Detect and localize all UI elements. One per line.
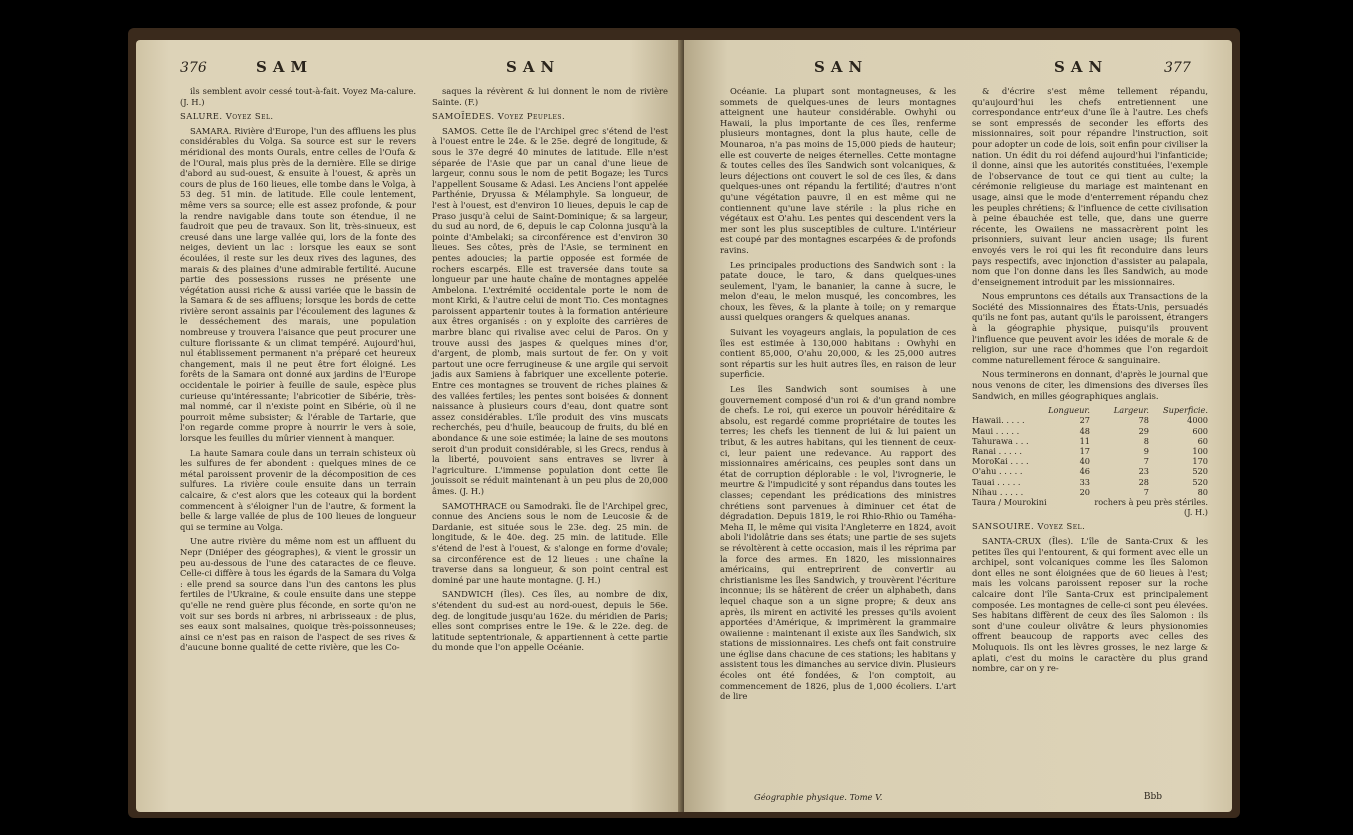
- paragraph: SAMARA. Rivière d'Europe, l'un des affluens les plus considérables du Volga. Sa source est sur le revers méridional des monts Ourals, entre celles de l'Oufa & de l'Oural, mais plus près de la dernière. Elle se dirige d'abord au sud-ouest, & ensuite à l'ouest, & après un cours de plus de 160 lieues, elle tombe dans le Volga, à 53 deg. 51 min. de latitude. Elle coule lentement, même vers sa source; elle est assez profonde, & pour la rendre navigable dans toute son étendue, il ne faudroit que peu de travaux. Son lit, très-sinueux, est creusé dans une large vallée qui, lors de la fonte des neiges, devient un lac : lorsque les eaux se sont écoulées, il reste sur les deux rives des lagunes, des marais & des plaines d'une admirable fertilité. Aucune partie des possessions russes ne présente une végétation aussi riche & aussi variée que le bassin de la Samara & de ses affluens; lorsque les bords de cette rivière seront assainis par l'écoulement des lagunes & le desséchement des marais, une population nombreuse y trouvera l'aisance que peut procurer une culture florissante & un climat tempéré. Aujourd'hui, nul établissement permanent n'a préparé cet heureux changement, mais il ne peut être fort éloigné. Les forêts de la Samara ont donné aux jardins de l'Europe occidentale le poirier à feuille de saule, espèce plus curieuse qu'intéressante; l'abricotier de Sibérie, très-mal nommé, car il n'existe point en Sibérie, où il ne pourroit même subsister; & l'érable de Tartarie, que l'on regarde comme propre à nourrir le vers à soie, lorsque les feuilles du mûrier viennent à manquer.: [180, 125, 416, 443]
- running-head-left-a: SAM: [256, 58, 314, 76]
- table-cell: 29: [1138, 425, 1149, 436]
- table-cell: 23: [1138, 466, 1149, 477]
- table-row: [972, 405, 1208, 415]
- paragraph: SANDWICH (Îles). Ces îles, au nombre de dix, s'étendent du sud-est au nord-ouest, depuis le 56e. deg. de longitude jusqu'au 162e. du méridien de Paris; elles sont comprises entre le 19e. & le 22e. deg. de latitude septentrionale, & appartiennent à cette partie du monde que l'on appelle Océanie.: [432, 589, 668, 653]
- paragraph: SAMOÏEDES. Voyez Peuples.: [432, 111, 566, 122]
- paragraph: Nous empruntons ces détails aux Transactions de la Société des Missionnaires des États-Unis, persuadés qu'ils ne font pas, autant qu'ils le paroissent, étrangers à la géographie physique, puisqu'ils prouvent l'influence que peuvent avoir les idées de morale & de religion, sur une race d'hommes que l'on regardoit comme naturellement féroce & sanguinaire.: [972, 291, 1208, 365]
- table-cell: 100: [1192, 446, 1208, 457]
- table-cell: 28: [1138, 476, 1149, 487]
- paragraph: SAMOS. Cette île de l'Archipel grec s'étend de l'est à l'ouest entre le 24e. & le 25e. degré de longitude, & sous le 37e degré 40 minutes de latitude. Elle n'est séparée de l'Asie que par un canal d'une lieue de largeur, connu sous le nom de petit Bogaze; les Turcs l'appellent Sousame & Adasi. Les Anciens l'ont appelée Parthénie, Dryussa & Mélamphyle. Sa longueur, de l'est à l'ouest, est d'environ 10 lieues, depuis le cap de Praso jusqu'à celui de Saint-Dominique; & sa largeur, du sud au nord, de 6, depuis le cap Colonna jusqu'à la pointe d'Ambelaki; sa circonférence est d'environ 30 lieues. Ses côtes, près de l'Asie, se terminent en pentes adoucies; la partie opposée est formée de rochers escarpés. Elle est traversée dans toute sa longueur par une haute chaîne de montagnes appelée Ambelona. L'extrémité occidentale porte le nom de mont Kirki, & l'autre celui de mont Tio. Ces montagnes paroissent appartenir toutes à la formation antérieure aux êtres organisés : on y exploite des carrières de marbre blanc qui rivalise avec celui de Paros. On y trouve aussi des jaspes & quelques mines d'or, d'argent, de plomb, mais surtout de fer. On y voit partout une ocre ferrugineuse & une argile qui servoit jadis aux Samiens à fabriquer une excellente poterie. Entre ces montagnes se trouvent de riches plaines & des vallées fertiles; les pentes sont boisées & donnent naissance à plusieurs cours d'eau, dont quatre sont assez considérables. L'île produit des vins muscats recherchés, peu d'huile, beaucoup de fruits, du blé en abondance & une soie estimée; la laine de ses moutons seroit d'un produit considérable, si les Grecs, rendus à la liberté, pouvoient sans entraves se livrer à l'agriculture. L'immense population dont cette île jouissoit se réduit maintenant à un peu plus de 20,000 âmes. (J. H.): [432, 125, 668, 496]
- paragraph: La haute Samara coule dans un terrain schisteux où les sulfures de fer abondent : quelques mines de ce métal paroissent provenir de la décomposition de ces sulfures. La rivière coule ensuite dans un terrain calcaire, & c'est alors que les coteaux qui la bordent commencent à s'éloigner l'un de l'autre, & forment la belle & large vallée de plus de 100 lieues de longueur qui se termine au Volga.: [180, 447, 416, 532]
- paragraph: SAMOTHRACE ou Samodraki. Île de l'Archipel grec, connue des Anciens sous le nom de Leucosie & de Dardanie, est située sous le 23e. deg. 25 min. de longitude, & le 40e. deg. 25 min. de latitude. Elle s'étend de l'est à l'ouest, & s'alonge en forme d'ovale; sa circonférence est de 12 lieues : une chaîne la traverse dans sa longueur, & son point central est dominé par une haute montagne. (J. H.): [432, 500, 668, 585]
- footnote-names: Taura / Mourokini: [972, 497, 1047, 508]
- paragraph: saques la révèrent & lui donnent le nom de rivière Sainte. (F.): [432, 86, 668, 107]
- table-cell: 33: [1079, 476, 1090, 487]
- table-row: [972, 415, 1208, 425]
- table-row: [972, 477, 1208, 487]
- page-number-left: 376: [180, 60, 207, 76]
- table-cell: 40: [1079, 456, 1090, 467]
- table-cell: Ranai . . . . .: [972, 446, 1023, 457]
- paragraph: Nous terminerons en donnant, d'après le journal que nous venons de citer, les dimensions des diverses îles Sandwich, en milles géographiques anglais.: [972, 369, 1208, 401]
- table-cell: O'ahu . . . . .: [972, 466, 1023, 477]
- page-footer: Géographie physique. Tome V.: [754, 792, 883, 802]
- table-cell: Superficie.: [1163, 405, 1208, 416]
- running-head-right-b: SAN: [1054, 58, 1109, 76]
- table-cell: 4000: [1187, 415, 1208, 426]
- table-row: [972, 436, 1208, 446]
- table-cell: 27: [1079, 415, 1090, 426]
- paragraph: ils semblent avoir cessé tout-à-fait. Voyez Ma-calure. (J. H.): [180, 86, 416, 107]
- table-cell: 78: [1138, 415, 1149, 426]
- table-cell: 600: [1192, 425, 1208, 436]
- signature-mark: Bbb: [1143, 792, 1162, 802]
- table-cell: 46: [1079, 466, 1090, 477]
- running-head-left-b: SAN: [506, 58, 561, 76]
- paragraph: Les îles Sandwich sont soumises à une gouvernement composé d'un roi & d'un grand nombre de chefs. Le roi, qui exerce un pouvoir héréditaire & absolu, est regardé comme propriétaire de toutes les terres; les chefs les tiennent de lui & lui paient un tribut, & les autres habitans, qui les tiennent de ceux-ci, leur paient une redevance. Au rapport des missionnaires américains, ces peuples sont dans un état de corruption déplorable : le vol, l'ivrognerie, le meurtre & l'impudicité y sont répandus dans toutes les classes; cependant les prédications des ministres chrétiens sont parvenues à diminuer cet état de dégradation. Depuis 1819, le roi Rhio-Rhio ou Taméha-Meha II, le même qui visita l'Angleterre en 1824, avoit aboli l'idolâtrie dans ses états; une partie de ses sujets se révoltèrent à cette occasion, mais il les réprima par la force des armes. En 1820, les missionnaires américains, qui entreprirent de convertir au christianisme les îles Sandwich, y trouvèrent l'écriture inconnue; ils se hâtèrent de créer un alphabeth, dans lequel chaque son a un signe propre; & deux ans après, ils mirent en activité les presses qu'ils avoient apportées d'Amérique, & imprimèrent la grammaire owaiienne : maintenant il existe aux îles Sandwich, six stations de missionnaires. Les chefs ont fait construire une église dans chacune de ces stations; les habitans y assistent tous les dimanches au service divin. Plusieurs écoles ont été fondées, & l'on comptoit, au commencement de 1826, plus de 1,000 écoliers. L'art de lire: [720, 384, 956, 702]
- table-cell: 520: [1192, 476, 1208, 487]
- paragraph: Océanie. La plupart sont montagneuses, & les sommets de quelques-unes de leurs montagnes atteignent une hauteur considérable. Owhyhi ou Hawaii, la plus importante de ces îles, renferme plusieurs montagnes, dont la plus haute, celle de Mounaroa, n'a pas moins de 15,000 pieds de hauteur; elle est couverte de neiges éternelles. Cette montagne & toutes celles des îles Sandwich sont volcaniques, & leurs déjections ont couvert le sol de ces îles, & dans quelques-unes ont répandu la fertilité; d'autres n'ont qu'une végétation pauvre, il en est même qui ne contiennent qu'une lave stérile : la plus riche en végétaux est O'ahu. Les pentes qui descendent vers la mer sont les plus susceptibles de culture. L'intérieur est coupé par des montagnes escarpées & de profonds ravins.: [720, 86, 956, 255]
- table-cell: 60: [1197, 435, 1208, 446]
- left-column-2: [432, 86, 668, 657]
- table-row: [972, 446, 1208, 456]
- right-column-2: [972, 86, 1208, 678]
- dimensions-table: [972, 405, 1208, 517]
- table-cell: 8: [1143, 435, 1149, 446]
- table-cell: Tauai . . . . .: [972, 476, 1021, 487]
- table-cell: Tahurawa . . .: [972, 435, 1029, 446]
- paragraph: SANSOUIRE. Voyez Sel.: [972, 521, 1086, 532]
- table-row: [972, 487, 1208, 497]
- table-cell: 9: [1143, 446, 1149, 457]
- paragraph: Suivant les voyageurs anglais, la population de ces îles est estimée à 130,000 habitans : Owhyhi en contient 85,000, O'ahu 20,000, & les 25,000 autres sont répartis sur les huit autres îles, en raison de leur superficie.: [720, 327, 956, 380]
- footnote-text: rochers à peu près stériles. (J. H.): [1094, 497, 1208, 518]
- table-cell: Hawaii. . . . .: [972, 415, 1025, 426]
- table-cell: 48: [1079, 425, 1090, 436]
- paragraph: SANTA-CRUX (Îles). L'île de Santa-Crux & les petites îles qui l'entourent, & qui forment avec elle un archipel, sont volcaniques comme les îles Salomon dont elles ne sont éloignées que de 60 lieues à l'est; mais les volcans paroissent reposer sur la roche calcaire dont l'île Santa-Crux est principalement composée. Les montagnes de celle-ci sont peu élevées. Ses habitans diffèrent de ceux des îles Salomon : ils sont d'une couleur olivâtre & leurs physionomies offrent beaucoup de rapports avec celles des Moluquois. Ils ont les lèvres grosses, le nez large & aplati, c'est du moins le caractère du plus grand nombre, car on y re-: [972, 536, 1208, 674]
- table-cell: 11: [1079, 435, 1090, 446]
- right-page: [684, 40, 1232, 812]
- left-page: [136, 40, 684, 812]
- table-cell: Longueur.: [1048, 405, 1090, 416]
- right-column-1: [720, 86, 956, 706]
- table-cell: MoroKai . . . .: [972, 456, 1029, 467]
- table-row: [972, 456, 1208, 466]
- table-row: [972, 426, 1208, 436]
- paragraph: & d'écrire s'est même tellement répandu, qu'aujourd'hui les chefs entretiennent une correspondance entr'eux d'une île à l'autre. Les chefs se sont empressés de seconder les efforts des missionnaires, soit pour répandre l'instruction, soit pour adopter un code de lois, soit enfin pour civiliser la nation. Un édit du roi défend aujourd'hui l'infanticide; il donne, ainsi que les autorités constituées, l'exemple de l'observance de tout ce qui tient au culte; la cérémonie religieuse du mariage est maintenant en usage, ainsi que le mode d'enterrement répandu chez les peuples chrétiens; & l'influence de cette civilisation à peine ébauchée est telle, que, dans une guerre récente, les Owaiiens ne massacrèrent point les prisonniers, suivant leur ancien usage; ils furent envoyés vers le roi qui les fit reconduire dans leurs pays respectifs, avec injonction d'assister au palapala, nom que l'on donne dans les îles Sandwich, au mode d'enseignement introduit par les missionnaires.: [972, 86, 1208, 287]
- table-cell: 17: [1079, 446, 1090, 457]
- running-head-right-a: SAN: [814, 58, 869, 76]
- table-cell: Largeur.: [1113, 405, 1149, 416]
- table-cell: 520: [1192, 466, 1208, 477]
- table-cell: 20: [1079, 486, 1090, 497]
- paragraph: Une autre rivière du même nom est un affluent du Nepr (Dniéper des géographes), & vient le grossir un peu au-dessous de l'une des cataractes de ce fleuve. Celle-ci diffère à tous les égards de la Samara du Volga : elle prend sa source dans l'un des cantons les plus fertiles de l'Ukraine, & coule ensuite dans une steppe qu'elle ne rend guère plus féconde, en sorte qu'on ne voit sur ses bords ni arbres, ni arbrisseaux : de plus, ses eaux sont malsaines, quoique très-poissonneuses; ainsi ce n'est pas en raison de l'aspect de ses rives & d'aucune bonne qualité de cette rivière, que les Co-: [180, 536, 416, 653]
- table-cell: 80: [1197, 486, 1208, 497]
- table-cell: 170: [1192, 456, 1208, 467]
- table-cell: 7: [1143, 456, 1149, 467]
- paragraph: SALURE. Voyez Sel.: [180, 111, 274, 122]
- table-cell: [972, 405, 1031, 415]
- table-cell: Nihau . . . . .: [972, 486, 1024, 497]
- table-footnote: [972, 497, 1208, 517]
- left-column-1: [180, 86, 416, 657]
- page-number-right: 377: [1164, 60, 1191, 76]
- table-cell: Maui . . . . .: [972, 425, 1020, 436]
- table-cell: 7: [1143, 486, 1149, 497]
- table-row: [972, 466, 1208, 476]
- paragraph: Les principales productions des Sandwich sont : la patate douce, le taro, & dans quelques-unes seulement, l'yam, le bananier, la canne à sucre, le melon d'eau, le melon musqué, les concombres, les choux, les fèves, & la plante à toile; on y remarque aussi quelques orangers & quelques ananas.: [720, 259, 956, 323]
